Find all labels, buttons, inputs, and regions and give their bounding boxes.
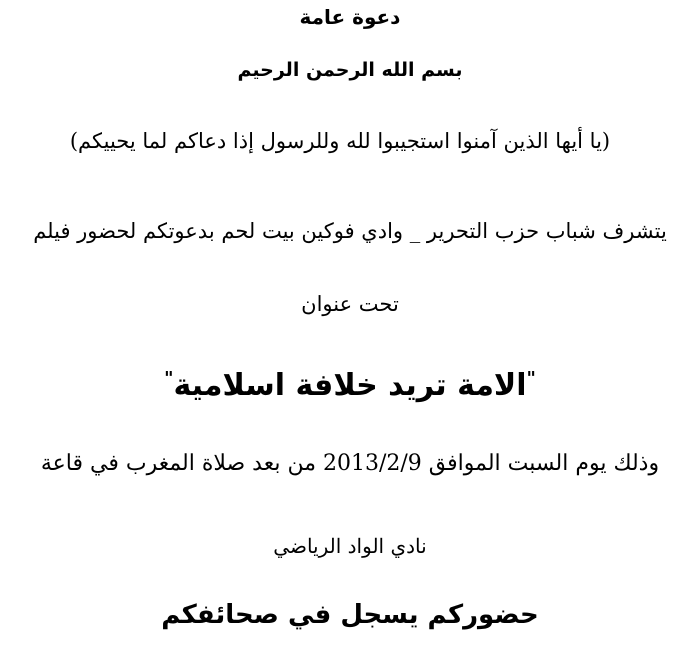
subtitle-label: تحت عنوان bbox=[301, 292, 399, 316]
event-venue: نادي الواد الرياضي bbox=[273, 534, 427, 558]
quote-close: " bbox=[164, 368, 174, 389]
invitation-text: يتشرف شباب حزب التحرير _ وادي فوكين بيت لحم بدعوتكم لحضور فيلم bbox=[33, 219, 667, 243]
film-title: الامة تريد خلافة اسلامية bbox=[173, 368, 527, 403]
quran-verse: (يا أيها الذين آمنوا استجيبوا لله وللرسول إذا دعاكم لما يحييكم) bbox=[69, 129, 611, 153]
film-title-line bbox=[0, 369, 700, 402]
quote-open: " bbox=[526, 368, 536, 389]
document-title: دعوة عامة bbox=[299, 5, 401, 29]
closing-line: حضوركم يسجل في صحائفكم bbox=[161, 600, 539, 630]
event-datetime: وذلك يوم السبت الموافق 2013/2/9 من بعد صلاة المغرب في قاعة bbox=[40, 451, 660, 476]
basmala: بسم الله الرحمن الرحيم bbox=[237, 59, 463, 81]
